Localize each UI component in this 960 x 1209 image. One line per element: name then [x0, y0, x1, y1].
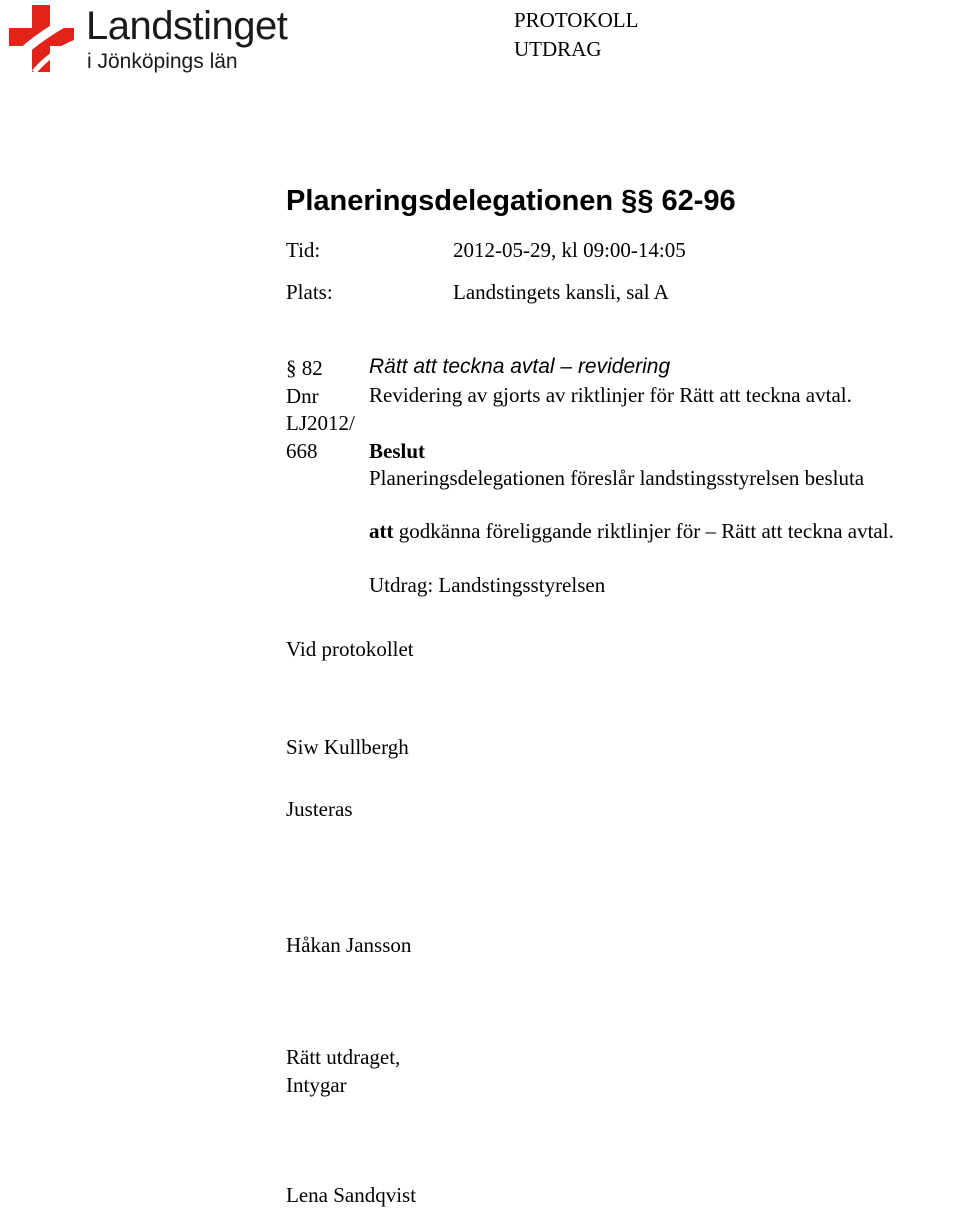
- item-title: Rätt att teckna avtal – revidering: [369, 355, 671, 378]
- dnr-value-line1: LJ2012/: [286, 411, 355, 435]
- page-title: Planeringsdelegationen §§ 62-96: [286, 185, 736, 217]
- logo-subtitle: i Jönköpings län: [87, 50, 238, 73]
- doc-type-protokoll: PROTOKOLL: [514, 8, 639, 32]
- dnr-label: Dnr: [286, 384, 319, 408]
- intygar-label: Intygar: [286, 1073, 347, 1097]
- att-text: godkänna föreliggande riktlinjer för – Rätt att teckna avtal.: [393, 519, 894, 543]
- justeras-label: Justeras: [286, 797, 353, 821]
- doc-type-utdrag: UTDRAG: [514, 37, 602, 61]
- att-keyword: att: [369, 519, 394, 543]
- paragraph-number: § 82: [286, 356, 323, 380]
- vid-protokollet: Vid protokollet: [286, 637, 414, 661]
- cross-mark-icon: [6, 2, 78, 74]
- utdrag-line: Utdrag: Landstingsstyrelsen: [369, 573, 606, 597]
- decision-att-line: [369, 519, 894, 544]
- plats-label: Plats:: [286, 280, 333, 304]
- tid-label: Tid:: [286, 238, 321, 262]
- tid-value: 2012-05-29, kl 09:00-14:05: [453, 238, 686, 262]
- logo-name: Landstinget: [86, 4, 288, 48]
- landstinget-logo: [6, 2, 326, 78]
- ratt-utdraget-label: Rätt utdraget,: [286, 1045, 401, 1069]
- dnr-value-line2: 668: [286, 439, 318, 463]
- item-description: Revidering av gjorts av riktlinjer för Rätt att teckna avtal.: [369, 383, 852, 407]
- certifier-name: Lena Sandqvist: [286, 1183, 417, 1207]
- plats-value: Landstingets kansli, sal A: [453, 280, 669, 304]
- decision-heading: Beslut: [369, 439, 426, 463]
- secretary-name: Siw Kullbergh: [286, 735, 409, 759]
- decision-text: Planeringsdelegationen föreslår landstingsstyrelsen besluta: [369, 466, 865, 490]
- adjuster-name: Håkan Jansson: [286, 933, 412, 957]
